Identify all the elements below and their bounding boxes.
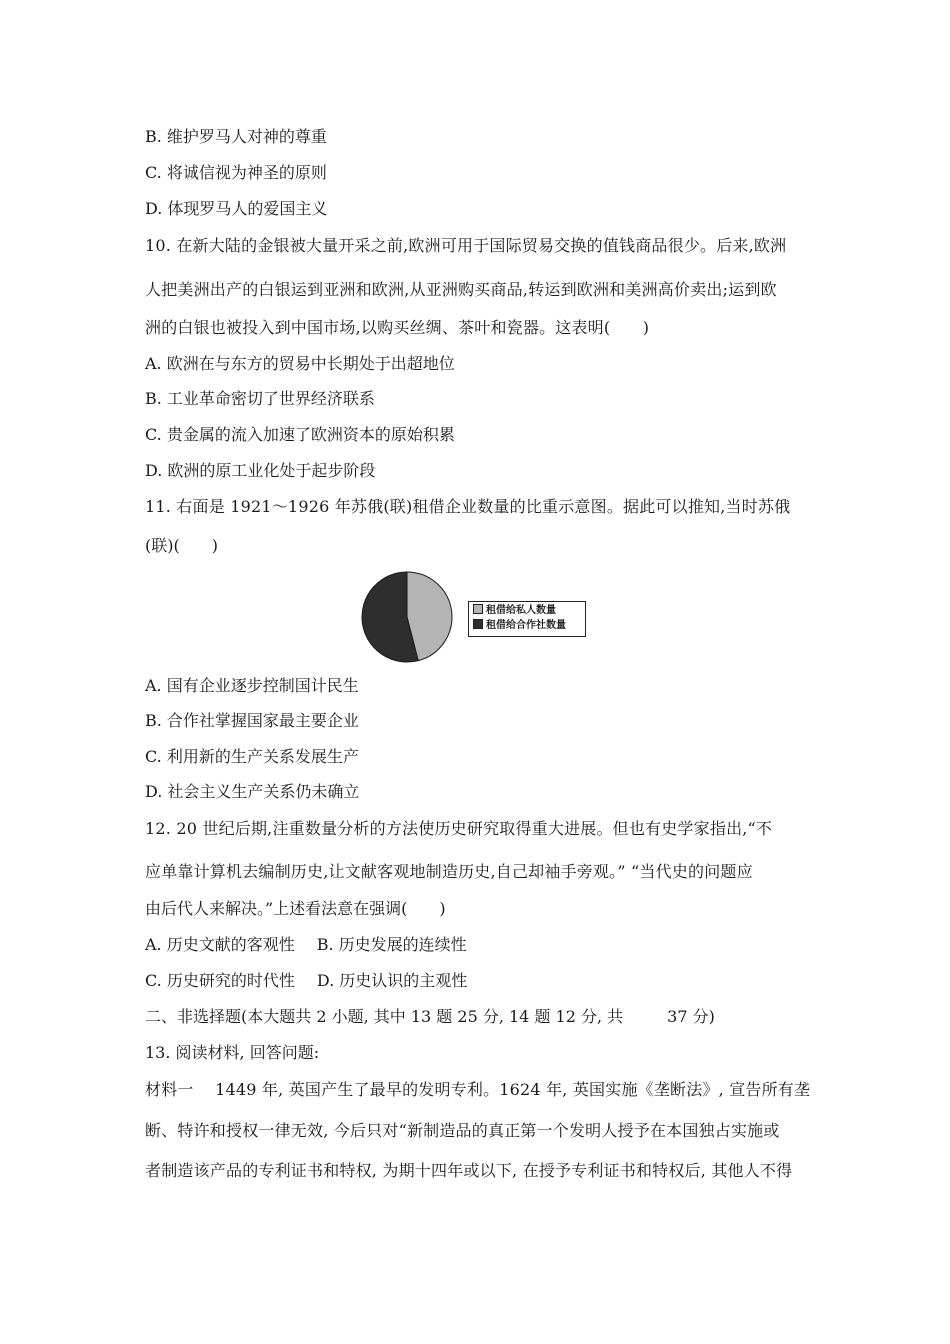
q9-option-d: D. 体现罗马人的爱国主义 bbox=[145, 199, 328, 218]
q10-stem-line-3: 洲的白银也被投入到中国市场,以购买丝绸、茶叶和瓷器。这表明( ) bbox=[145, 318, 650, 337]
q13-material-1-line-3: 者制造该产品的专利证书和特权, 为期十四年或以下, 在授予专利证书和特权后, 其他人不得 bbox=[145, 1161, 793, 1180]
section-2-heading-part-1: 二、非选择题(本大题共 2 小题, 其中 13 题 25 分, 14 题 12 分, 共 bbox=[145, 1007, 624, 1026]
q12-option-a: A. 历史文献的客观性 bbox=[145, 935, 295, 954]
q9-option-c: C. 将诚信视为神圣的原则 bbox=[145, 163, 327, 182]
q11-option-b: B. 合作社掌握国家最主要企业 bbox=[145, 711, 359, 730]
q13-material-1-line-2: 断、特许和授权一律无效, 今后只对“新制造品的真正第一个发明人授予在本国独占实施或 bbox=[145, 1121, 780, 1140]
q11-option-a: A. 国有企业逐步控制国计民生 bbox=[145, 676, 359, 695]
q12-stem-line-2: 应单靠计算机去编制历史,让文献客观地制造历史,自己却袖手旁观。” “当代史的问题应 bbox=[145, 862, 753, 881]
q12-option-b: B. 历史发展的连续性 bbox=[316, 935, 467, 954]
q10-stem-line-2: 人把美洲出产的白银运到亚洲和欧洲,从亚洲购买商品,转运到欧洲和美洲高价卖出;运到欧 bbox=[145, 280, 777, 299]
legend-swatch-private bbox=[473, 604, 483, 614]
legend-label-cooperative: 租借给合作社数量 bbox=[486, 620, 566, 631]
legend-label-private: 租借给私人数量 bbox=[486, 605, 556, 616]
q11-option-c: C. 利用新的生产关系发展生产 bbox=[145, 747, 359, 766]
q12-stem-line-3: 由后代人来解决。”上述看法意在强调( ) bbox=[145, 899, 446, 918]
section-2-heading-part-2: 37 分) bbox=[667, 1007, 715, 1026]
legend-item-private bbox=[473, 604, 556, 618]
chart-legend bbox=[468, 601, 586, 637]
q11-option-d: D. 社会主义生产关系仍未确立 bbox=[145, 782, 360, 801]
q11-stem-line-2: (联)( ) bbox=[145, 536, 218, 555]
q12-options-row-2 bbox=[145, 971, 467, 991]
q13-intro: 13. 阅读材料, 回答问题: bbox=[145, 1043, 320, 1062]
q9-option-b: B. 维护罗马人对神的尊重 bbox=[145, 127, 327, 146]
q11-stem-line-1: 11. 右面是 1921～1926 年苏俄(联)租借企业数量的比重示意图。据此可以推知,当时苏俄 bbox=[145, 497, 791, 516]
legend-swatch-cooperative bbox=[473, 619, 483, 629]
q12-stem-line-1: 12. 20 世纪后期,注重数量分析的方法使历史研究取得重大进展。但也有史学家指出,“不 bbox=[145, 819, 773, 838]
q12-option-c: C. 历史研究的时代性 bbox=[145, 971, 295, 990]
q10-option-a: A. 欧洲在与东方的贸易中长期处于出超地位 bbox=[145, 354, 455, 373]
q12-option-d: D. 历史认识的主观性 bbox=[316, 971, 468, 990]
q12-options-row-1 bbox=[145, 935, 467, 955]
section-2-heading bbox=[145, 1007, 715, 1027]
q13-material-1-line-1: 材料一 1449 年, 英国产生了最早的发明专利。1624 年, 英国实施《垄断法》, 宣告所有垄 bbox=[145, 1080, 811, 1099]
pie-chart bbox=[360, 567, 590, 667]
q10-option-d: D. 欧洲的原工业化处于起步阶段 bbox=[145, 461, 376, 480]
legend-item-cooperative bbox=[473, 619, 566, 633]
q10-stem-line-1: 10. 在新大陆的金银被大量开采之前,欧洲可用于国际贸易交换的值钱商品很少。后来,欧洲 bbox=[145, 236, 787, 255]
q10-option-c: C. 贵金属的流入加速了欧洲资本的原始积累 bbox=[145, 425, 455, 444]
q10-option-b: B. 工业革命密切了世界经济联系 bbox=[145, 389, 375, 408]
pie-chart-svg bbox=[360, 567, 460, 667]
